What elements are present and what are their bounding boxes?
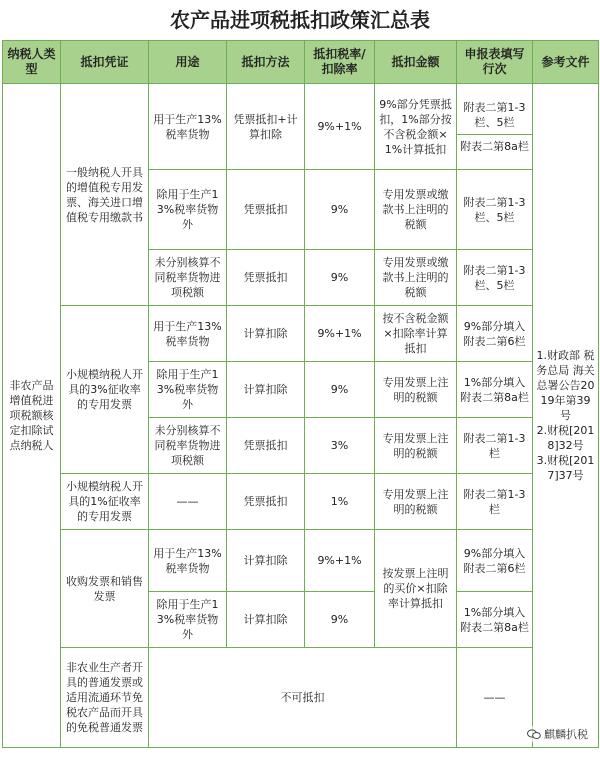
voucher-cell: 小规模纳税人开具的1%征收率的专用发票 (61, 474, 149, 530)
method-cell: 凭票抵扣 (227, 418, 305, 474)
rate-cell: 9% (305, 362, 375, 418)
method-cell: 凭票抵扣 (227, 170, 305, 250)
method-cell: 计算扣除 (227, 592, 305, 648)
header-method: 抵扣方法 (227, 41, 305, 84)
table-row (3, 648, 599, 748)
amount-cell: 按不含税金额×扣除率计算抵扣 (375, 306, 457, 362)
watermark (527, 726, 588, 742)
method-cell: 凭票抵扣 (227, 474, 305, 530)
header-voucher: 抵扣凭证 (61, 41, 149, 84)
method-cell: 计算扣除 (227, 362, 305, 418)
watermark-text: 麒麟扒税 (544, 728, 588, 741)
line-cell-top: 附表二第1-3栏、5栏 (457, 100, 532, 135)
not-deductible-cell: 不可抵扣 (149, 648, 457, 748)
rate-cell: 1% (305, 474, 375, 530)
line-cell: 附表二第1-3栏、5栏 (457, 170, 533, 250)
header-taxpayer-type: 纳税人类型 (3, 41, 61, 84)
use-cell: 未分别核算不同税率货物进项税额 (149, 418, 227, 474)
rate-cell: 9% (305, 250, 375, 306)
table-row (3, 306, 599, 362)
policy-table (2, 40, 599, 748)
header-reference: 参考文件 (533, 41, 599, 84)
reference-cell: 1.财政部 税务总局 海关总署公告2019年第39号 2.财税[2018]32号 3.财税[2017]37号 (533, 84, 599, 748)
use-cell: 除用于生产13%税率货物外 (149, 170, 227, 250)
use-cell: —— (149, 474, 227, 530)
use-cell: 除用于生产13%税率货物外 (149, 362, 227, 418)
amount-cell: 专用发票或缴款书上注明的税额 (375, 170, 457, 250)
rate-cell: 9%+1% (305, 530, 375, 592)
header-line: 申报表填写行次 (457, 41, 533, 84)
line-cell (457, 84, 533, 170)
voucher-cell: 收购发票和销售发票 (61, 530, 149, 648)
line-cell: —— (457, 648, 533, 748)
rate-cell: 9% (305, 592, 375, 648)
use-cell: 用于生产13%税率货物 (149, 306, 227, 362)
method-cell: 计算扣除 (227, 530, 305, 592)
rate-cell: 9% (305, 170, 375, 250)
line-cell: 9%部分填入附表二第6栏 (457, 530, 533, 592)
rate-cell: 3% (305, 418, 375, 474)
table-row (3, 474, 599, 530)
use-cell: 用于生产13%税率货物 (149, 84, 227, 170)
method-cell: 计算扣除 (227, 306, 305, 362)
use-cell: 未分别核算不同税率货物进项税额 (149, 250, 227, 306)
voucher-cell: 一般纳税人开具的增值税专用发票、海关进口增值税专用缴款书 (61, 84, 149, 306)
amount-cell: 专用发票或缴款书上注明的税额 (375, 250, 457, 306)
amount-cell: 专用发票上注明的税额 (375, 362, 457, 418)
rate-cell: 9%+1% (305, 84, 375, 170)
header-amount: 抵扣金额 (375, 41, 457, 84)
header-row (3, 41, 599, 84)
amount-cell: 按发票上注明的买价×扣除率计算抵扣 (375, 530, 457, 648)
rate-cell: 9%+1% (305, 306, 375, 362)
line-cell: 1%部分填入附表二第8a栏 (457, 362, 533, 418)
amount-cell: 专用发票上注明的税额 (375, 418, 457, 474)
line-cell: 9%部分填入附表二第6栏 (457, 306, 533, 362)
use-cell: 用于生产13%税率货物 (149, 530, 227, 592)
method-cell: 凭票抵扣+计算扣除 (227, 84, 305, 170)
table-row (3, 530, 599, 592)
page-title: 农产品进项税抵扣政策汇总表 (170, 8, 430, 32)
header-rate: 抵扣税率/扣除率 (305, 41, 375, 84)
wechat-icon (527, 729, 541, 740)
use-cell: 除用于生产13%税率货物外 (149, 592, 227, 648)
voucher-cell: 非农业生产者开具的普通发票或适用流通环节免税农产品而开具的免税普通发票 (61, 648, 149, 748)
header-use: 用途 (149, 41, 227, 84)
taxpayer-type-cell: 非农产品增值税进项税额核定扣除试点纳税人 (3, 84, 61, 748)
line-cell: 附表二第1-3栏、5栏 (457, 250, 533, 306)
line-cell: 1%部分填入附表二第8a栏 (457, 592, 533, 648)
method-cell: 凭票抵扣 (227, 250, 305, 306)
voucher-cell: 小规模纳税人开具的3%征收率的专用发票 (61, 306, 149, 474)
amount-cell: 专用发票上注明的税额 (375, 474, 457, 530)
line-cell-bottom: 附表二第8a栏 (460, 139, 529, 153)
line-cell: 附表二第1-3栏 (457, 418, 533, 474)
line-cell: 附表二第1-3栏 (457, 474, 533, 530)
table-row (3, 84, 599, 170)
amount-cell: 9%部分凭票抵扣，1%部分按不含税金额×1%计算抵扣 (375, 84, 457, 170)
